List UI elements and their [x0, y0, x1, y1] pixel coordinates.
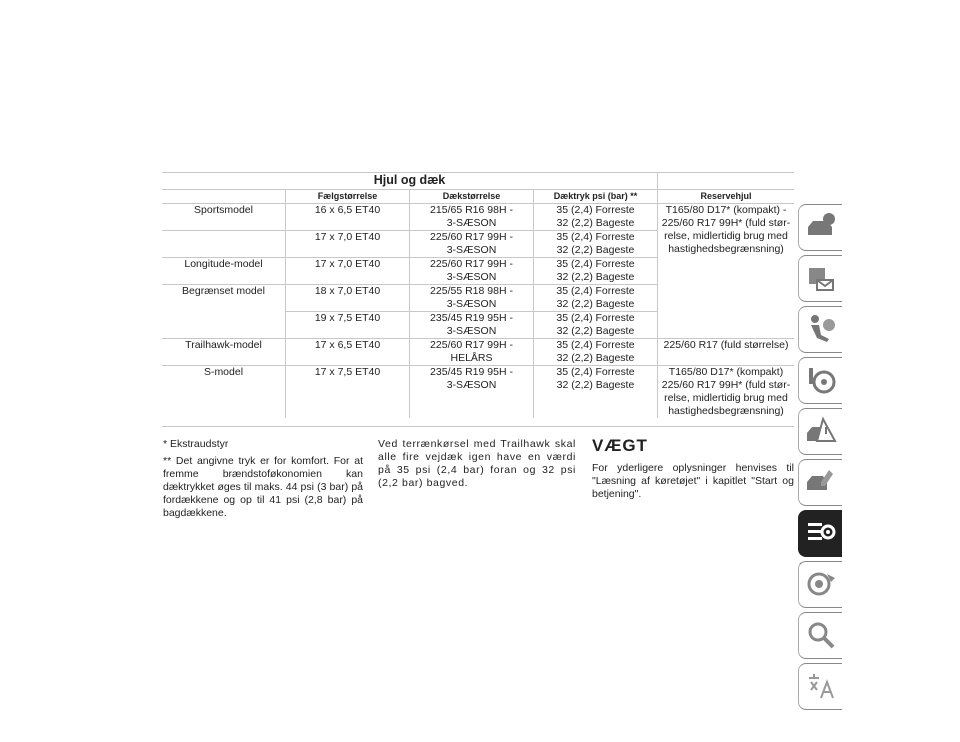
cell-model: Begrænset model [162, 285, 286, 312]
header-spare: Reservehjul [658, 190, 795, 204]
cell-rim: 17 x 7,5 ET40 [286, 366, 410, 419]
chapter-tab[interactable] [798, 306, 842, 353]
table-row [162, 204, 794, 231]
cell-model: Trailhawk-model [162, 339, 286, 366]
header-rim: Fælgstørrelse [286, 190, 410, 204]
cell-pressure: 35 (2,4) Forreste 32 (2,2) Bageste [534, 366, 658, 419]
chapter-tab-active[interactable] [798, 510, 842, 557]
cell-rim: 17 x 6,5 ET40 [286, 339, 410, 366]
car-mail-icon [805, 262, 837, 294]
chapter-tab[interactable] [798, 204, 842, 251]
header-model [162, 190, 286, 204]
cell-tire: 225/60 R17 99H - 3-SÆSON [410, 258, 534, 285]
cell-spare: T165/80 D17* (kompakt) - 225/60 R17 99H* (fuld stør- relse, midlertidig brug med hastighedsbegrænsning) [658, 204, 795, 339]
cell-rim: 17 x 7,0 ET40 [286, 231, 410, 258]
cell-spare: 225/60 R17 (fuld størrelse) [658, 339, 795, 366]
chapter-tab[interactable] [798, 612, 842, 659]
car-dashboard-icon [805, 211, 837, 243]
cell-tire: 225/60 R17 99H - 3-SÆSON [410, 231, 534, 258]
safety-airbag-icon [805, 313, 837, 345]
car-emergency-icon [805, 415, 837, 447]
weight-heading: VÆGT [592, 436, 648, 455]
cell-pressure: 35 (2,4) Forreste 32 (2,2) Bageste [534, 339, 658, 366]
table-row [162, 339, 794, 366]
cell-tire: 225/60 R17 99H - HELÅRS [410, 339, 534, 366]
terrain-note: Ved terrænkørsel med Trailhawk skal alle fire vejdæk igen have en værdi på 35 psi (2,4 bar) foran og 32 psi (2,2 bar) bagved. [378, 438, 576, 489]
cell-pressure: 35 (2,4) Forreste 32 (2,2) Bageste [534, 258, 658, 285]
cell-spare: T165/80 D17* (kompakt) 225/60 R17 99H* (fuld stør- relse, midlertidig brug med hastighedsbegrænsning) [658, 366, 795, 419]
cell-tire: 235/45 R19 95H - 3-SÆSON [410, 312, 534, 339]
cell-tire: 225/55 R18 98H - 3-SÆSON [410, 285, 534, 312]
chapter-tab[interactable] [798, 255, 842, 302]
cell-model [162, 231, 286, 258]
footnote-pressure: ** Det angivne tryk er for komfort. For at fremme brændstoføkonomien kan dæktrykket øges til maks. 44 psi (3 bar) på fordækkene og op til 41 psi (2,8 bar) på bagdækkene. [163, 455, 363, 519]
cell-model [162, 312, 286, 339]
chapter-tab[interactable] [798, 357, 842, 404]
chapter-tab[interactable] [798, 459, 842, 506]
cell-model: S-model [162, 366, 286, 419]
cell-rim: 16 x 6,5 ET40 [286, 204, 410, 231]
cell-rim: 17 x 7,0 ET40 [286, 258, 410, 285]
header-pressure: Dæktryk psi (bar) ** [534, 190, 658, 204]
multimedia-icon [805, 568, 837, 600]
header-tire: Dækstørrelse [410, 190, 534, 204]
cell-rim: 19 x 7,5 ET40 [286, 312, 410, 339]
languages-icon [805, 670, 837, 702]
weight-reference-text: For yderligere oplysninger henvises til "Læsning af køretøjet" i kapitlet "Start og betjening". [592, 462, 794, 500]
cell-rim: 18 x 7,0 ET40 [286, 285, 410, 312]
chapter-tab[interactable] [798, 408, 842, 455]
chapter-tab[interactable] [798, 561, 842, 608]
table-row [162, 366, 794, 419]
cell-pressure: 35 (2,4) Forreste 32 (2,2) Bageste [534, 231, 658, 258]
car-service-icon [805, 466, 837, 498]
cell-pressure: 35 (2,4) Forreste 32 (2,2) Bageste [534, 204, 658, 231]
footnote-optional: * Ekstraudstyr [163, 438, 229, 450]
table-title-spacer [658, 172, 795, 190]
cell-pressure: 35 (2,4) Forreste 32 (2,2) Bageste [534, 312, 658, 339]
cell-model: Sportsmodel [194, 204, 253, 216]
cell-pressure: 35 (2,4) Forreste 32 (2,2) Bageste [534, 285, 658, 312]
chapter-tab[interactable] [798, 663, 842, 710]
technical-specifications-icon [805, 517, 837, 549]
cell-model: Longitude-model [162, 258, 286, 285]
table-title: Hjul og dæk [162, 172, 658, 190]
search-index-icon [805, 619, 837, 651]
chapter-tabs [798, 204, 842, 714]
cell-tire: 215/65 R16 98H - 3-SÆSON [410, 204, 534, 231]
wheels-tires-table [162, 172, 794, 418]
cell-tire: 235/45 R19 95H - 3-SÆSON [410, 366, 534, 419]
steering-wheel-icon [805, 364, 837, 396]
